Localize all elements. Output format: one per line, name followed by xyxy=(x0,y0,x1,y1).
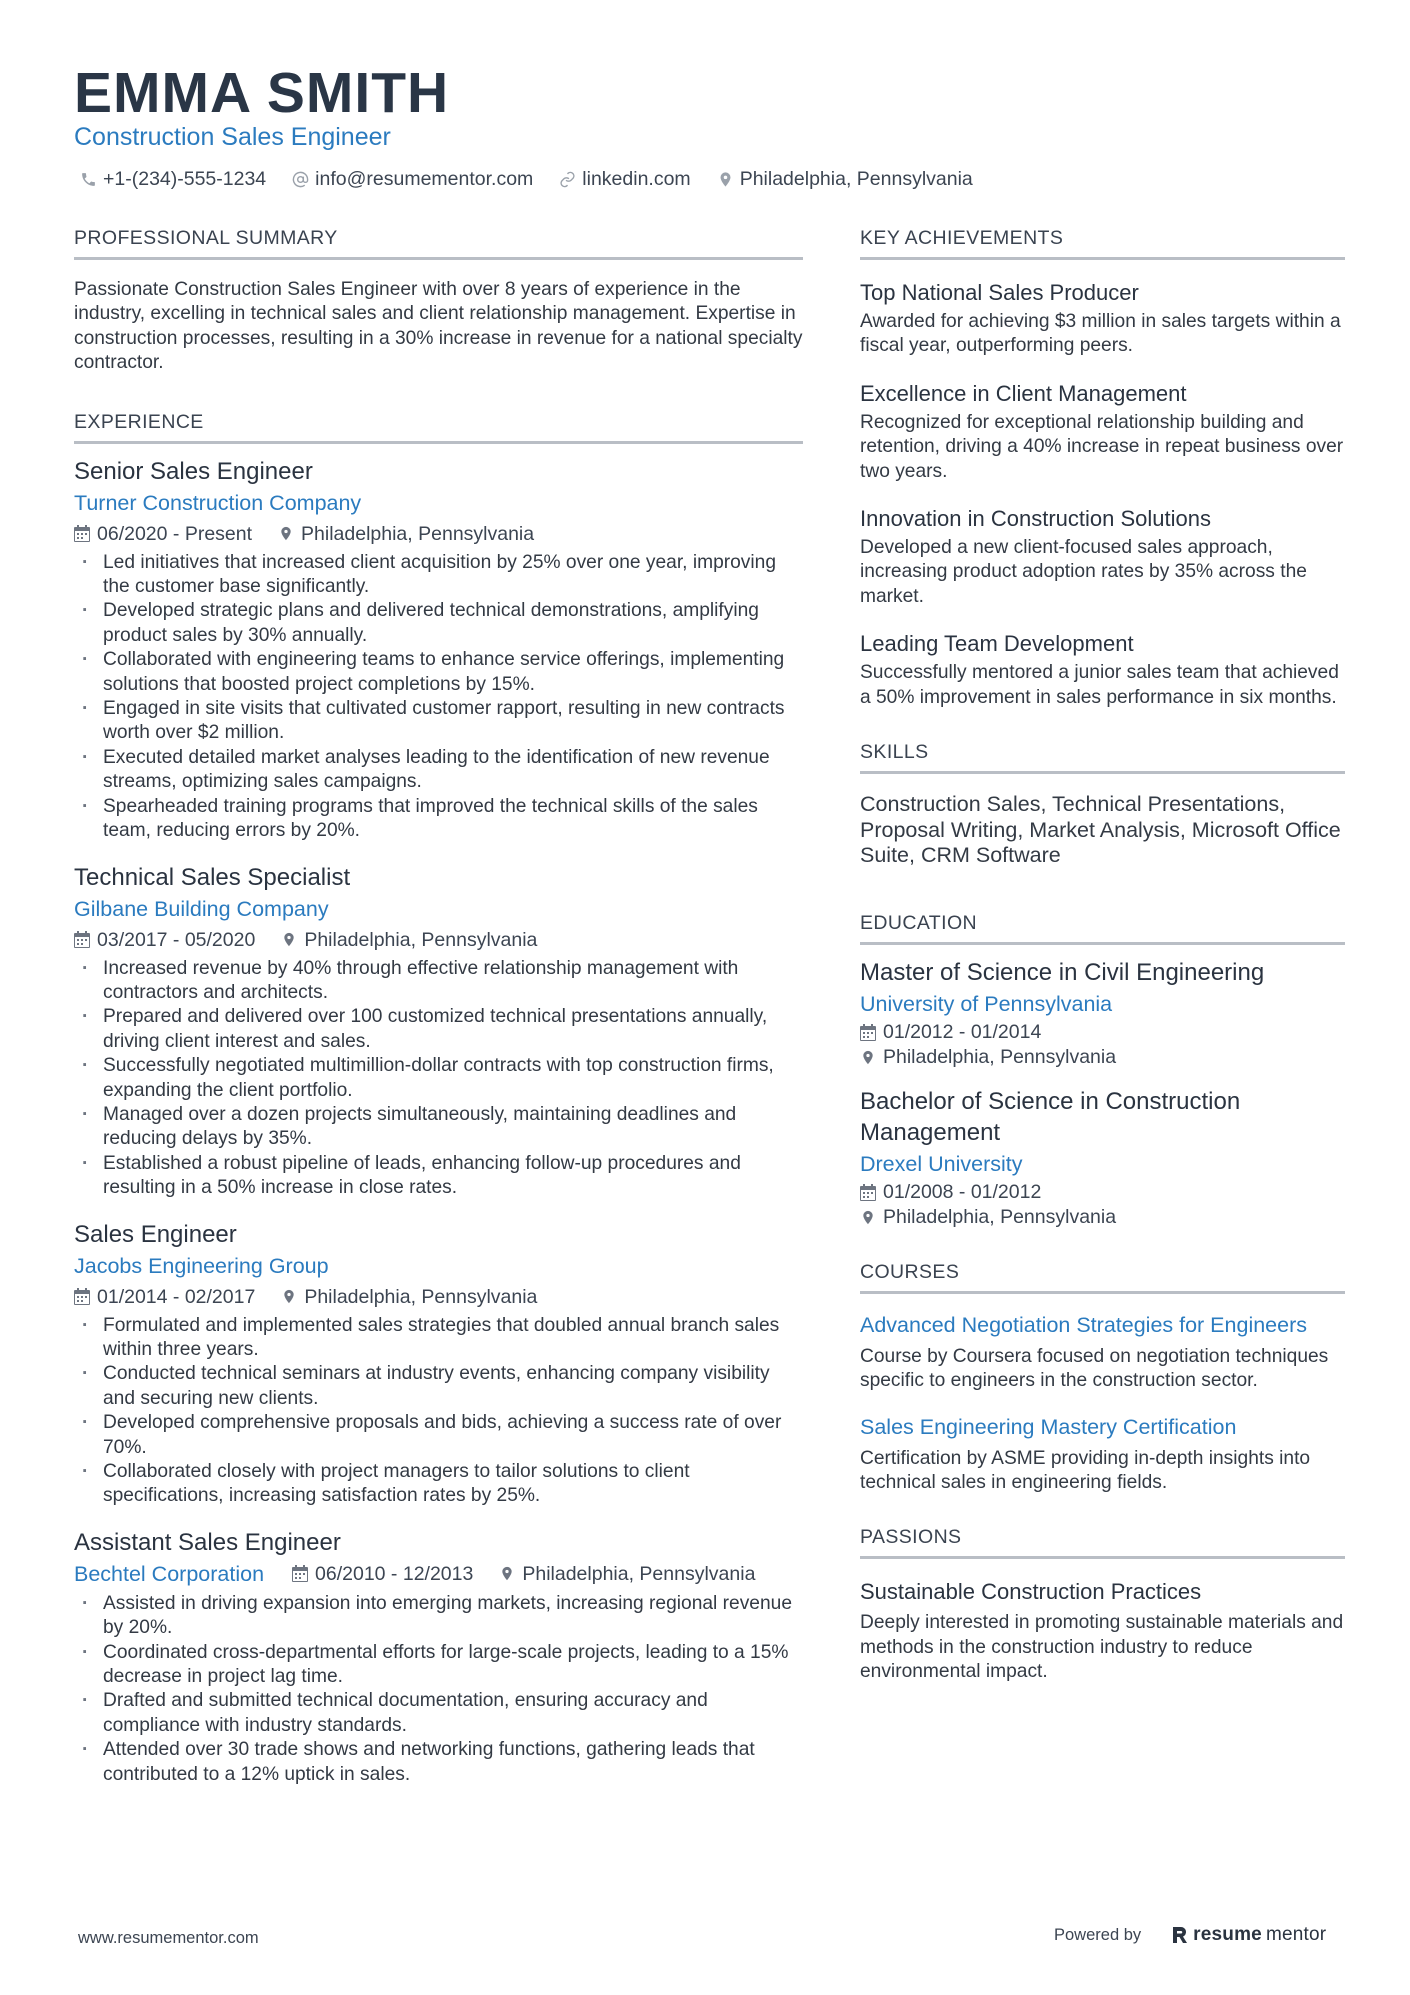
education-school: University of Pennsylvania xyxy=(860,991,1113,1016)
footer-website[interactable]: www.resumementor.com xyxy=(78,1929,259,1947)
course-title[interactable]: Sales Engineering Mastery Certification xyxy=(860,1414,1237,1439)
job-bullet: · Executed detailed market analyses leading to the identification of new revenue streams, optimizing sales campaigns. xyxy=(74,746,803,795)
job-bullet: · Spearheaded training programs that improved the technical skills of the sales team, reducing errors by 20%. xyxy=(74,795,803,844)
achievement-item xyxy=(860,379,1345,484)
job-title: Sales Engineer xyxy=(74,1220,237,1248)
passion-title: Sustainable Construction Practices xyxy=(860,1579,1202,1605)
job-location-text: Philadelphia, Pennsylvania xyxy=(304,928,538,951)
education-location-text: Philadelphia, Pennsylvania xyxy=(883,1205,1117,1228)
job-bullets xyxy=(74,1592,803,1787)
map-pin-icon xyxy=(717,171,734,188)
job-bullet: · Conducted technical seminars at industry events, enhancing company visibility and securing new clients. xyxy=(74,1362,803,1411)
education-degree: Bachelor of Science in Construction Management xyxy=(860,1087,1241,1146)
job-bullet: · Drafted and submitted technical documentation, ensuring accuracy and compliance with industry standards. xyxy=(74,1689,803,1738)
calendar-icon xyxy=(292,1565,308,1582)
achievement-text: Developed a new client-focused sales approach, increasing product adoption rates by 35% across the market. xyxy=(860,537,1307,607)
phone-text: +1-(234)-555-1234 xyxy=(103,168,267,190)
job-location xyxy=(499,1560,755,1588)
resumementor-logo-icon xyxy=(1171,1925,1189,1945)
calendar-icon xyxy=(74,525,90,542)
brand-light-text: mentor xyxy=(1265,1924,1327,1945)
map-pin-icon xyxy=(860,1209,876,1226)
job-location-text: Philadelphia, Pennsylvania xyxy=(301,522,535,545)
achievement-text: Successfully mentored a junior sales team that achieved a 50% improvement in sales performance in six months. xyxy=(860,662,1339,708)
education-school: Drexel University xyxy=(860,1151,1023,1176)
job-meta xyxy=(74,926,803,954)
education-section xyxy=(860,911,1345,1230)
location-text: Philadelphia, Pennsylvania xyxy=(739,168,973,190)
job-title: Senior Sales Engineer xyxy=(74,457,313,485)
job-bullet: · Attended over 30 trade shows and networking functions, gathering leads that contributed to a 12% uptick in sales. xyxy=(74,1738,803,1787)
job-meta xyxy=(74,520,803,548)
contact-linkedin[interactable] xyxy=(559,168,690,191)
job-entry xyxy=(74,862,803,1201)
course-item xyxy=(860,1414,1345,1496)
job-dates xyxy=(74,926,255,954)
job-bullets xyxy=(74,551,803,844)
map-pin-icon xyxy=(281,931,297,948)
job-entry xyxy=(74,456,803,844)
job-bullet: · Developed comprehensive proposals and bids, achieving a success rate of over 70%. xyxy=(74,1411,803,1460)
job-entry xyxy=(74,1527,803,1787)
passion-text: Deeply interested in promoting sustainable materials and methods in the construction industry to reduce environmental impact. xyxy=(860,1612,1344,1683)
course-item xyxy=(860,1312,1345,1394)
experience-section xyxy=(74,410,803,1787)
right-column xyxy=(860,226,1345,1719)
job-bullet: · Developed strategic plans and delivered technical demonstrations, amplifying product sales by 30% annually. xyxy=(74,599,803,648)
summary-section xyxy=(74,226,803,376)
job-meta xyxy=(74,1283,803,1311)
education-dates xyxy=(860,1020,1345,1045)
job-company: Gilbane Building Company xyxy=(74,896,329,921)
education-dates-text: 01/2012 - 01/2014 xyxy=(883,1020,1042,1043)
contact-bar xyxy=(80,168,973,191)
job-company: Jacobs Engineering Group xyxy=(74,1253,329,1278)
contact-phone[interactable] xyxy=(80,168,266,191)
skills-list: Construction Sales, Technical Presentations, Proposal Writing, Market Analysis, Microsoft Office Suite, CRM Software xyxy=(860,792,1341,868)
job-location xyxy=(278,520,534,548)
achievement-title: Top National Sales Producer xyxy=(860,280,1139,305)
achievement-title: Innovation in Construction Solutions xyxy=(860,506,1211,532)
education-heading: EDUCATION xyxy=(860,911,1345,945)
email-text: info@resumementor.com xyxy=(315,168,534,190)
job-dates-text: 06/2020 - Present xyxy=(97,522,253,545)
achievement-text: Awarded for achieving $3 million in sales targets within a fiscal year, outperforming peers. xyxy=(860,311,1341,357)
job-bullet: · Collaborated with engineering teams to enhance service offerings, implementing solutions that boosted project completions by 15%. xyxy=(74,648,803,697)
left-column xyxy=(74,226,803,1805)
contact-location xyxy=(717,168,973,191)
contact-email[interactable] xyxy=(292,168,533,191)
passions-section xyxy=(860,1525,1345,1684)
job-meta xyxy=(292,1560,755,1588)
job-entry xyxy=(74,1219,803,1509)
education-dates xyxy=(860,1180,1345,1205)
education-dates-text: 01/2008 - 01/2012 xyxy=(883,1180,1042,1203)
job-bullet: · Established a robust pipeline of leads, enhancing follow-up procedures and resulting in a 50% increase in close rates. xyxy=(74,1152,803,1201)
education-location xyxy=(860,1045,1345,1070)
job-location xyxy=(281,1283,537,1311)
job-dates xyxy=(74,520,252,548)
education-location xyxy=(860,1205,1345,1230)
job-bullet: · Managed over a dozen projects simultaneously, maintaining deadlines and reducing delays by 35%. xyxy=(74,1103,803,1152)
passions-heading: PASSIONS xyxy=(860,1525,1345,1559)
summary-text: Passionate Construction Sales Engineer with over 8 years of experience in the industry, excelling in technical sales and client relationship management. Expertise in construction processes, resulting in a 30% increase in revenue for a national specialty contractor. xyxy=(74,279,803,374)
brand-bold-text: resume xyxy=(1193,1924,1262,1945)
skills-section xyxy=(860,740,1345,869)
job-bullet: · Prepared and delivered over 100 customized technical presentations annually, driving client interest and sales. xyxy=(74,1005,803,1054)
course-text: Certification by ASME providing in-depth insights into technical sales in engineering fields. xyxy=(860,1447,1311,1494)
job-location-text: Philadelphia, Pennsylvania xyxy=(304,1285,538,1308)
education-degree: Master of Science in Civil Engineering xyxy=(860,958,1265,986)
map-pin-icon xyxy=(860,1049,876,1066)
achievement-title: Excellence in Client Management xyxy=(860,380,1187,406)
skills-heading: SKILLS xyxy=(860,740,1345,774)
job-bullet: · Successfully negotiated multimillion-dollar contracts with top construction firms, expanding the client portfolio. xyxy=(74,1054,803,1103)
calendar-icon xyxy=(860,1024,876,1041)
map-pin-icon xyxy=(278,525,294,542)
at-sign-icon xyxy=(292,171,309,188)
job-company: Bechtel Corporation xyxy=(74,1561,265,1586)
map-pin-icon xyxy=(281,1288,297,1305)
job-location xyxy=(281,926,537,954)
job-company-line xyxy=(74,1559,803,1589)
achievement-title: Leading Team Development xyxy=(860,631,1134,657)
phone-icon xyxy=(80,171,97,188)
powered-by-label: Powered by xyxy=(1054,1925,1142,1944)
link-icon xyxy=(559,171,576,188)
course-title[interactable]: Advanced Negotiation Strategies for Engineers xyxy=(860,1312,1307,1337)
achievements-section xyxy=(860,226,1345,710)
calendar-icon xyxy=(74,1288,90,1305)
education-location-text: Philadelphia, Pennsylvania xyxy=(883,1045,1117,1068)
map-pin-icon xyxy=(499,1565,515,1582)
achievement-text: Recognized for exceptional relationship building and retention, driving a 40% increase in repeat business over two years. xyxy=(860,411,1344,482)
calendar-icon xyxy=(860,1184,876,1201)
job-bullets xyxy=(74,1314,803,1509)
job-bullet: · Formulated and implemented sales strategies that doubled annual branch sales within three years. xyxy=(74,1314,803,1363)
job-bullet: · Increased revenue by 40% through effective relationship management with contractors and architects. xyxy=(74,957,803,1006)
achievement-item xyxy=(860,504,1345,609)
achievement-item xyxy=(860,278,1345,359)
courses-section xyxy=(860,1260,1345,1496)
experience-heading: EXPERIENCE xyxy=(74,410,803,444)
job-location-text: Philadelphia, Pennsylvania xyxy=(522,1562,756,1585)
achievements-heading: KEY ACHIEVEMENTS xyxy=(860,226,1345,260)
education-item xyxy=(860,957,1345,1070)
footer-branding xyxy=(1054,1924,1326,1946)
job-dates xyxy=(292,1560,473,1588)
job-bullet: · Engaged in site visits that cultivated customer rapport, resulting in new contracts worth over $2 million. xyxy=(74,697,803,746)
achievement-item xyxy=(860,629,1345,710)
course-text: Course by Coursera focused on negotiation techniques specific to engineers in the construction sector. xyxy=(860,1345,1329,1392)
candidate-role: Construction Sales Engineer xyxy=(74,123,391,151)
summary-heading: PROFESSIONAL SUMMARY xyxy=(74,226,803,260)
education-item xyxy=(860,1086,1345,1230)
job-dates-text: 06/2010 - 12/2013 xyxy=(315,1562,474,1585)
courses-heading: COURSES xyxy=(860,1260,1345,1294)
job-bullet: · Assisted in driving expansion into emerging markets, increasing regional revenue by 20%. xyxy=(74,1592,803,1641)
job-bullet: · Coordinated cross-departmental efforts for large-scale projects, leading to a 15% decrease in project lag time. xyxy=(74,1641,803,1690)
job-dates-text: 03/2017 - 05/2020 xyxy=(97,928,256,951)
brand-logo[interactable] xyxy=(1171,1924,1326,1946)
job-bullets xyxy=(74,957,803,1201)
job-title: Assistant Sales Engineer xyxy=(74,1528,341,1556)
job-bullet: · Collaborated closely with project managers to tailor solutions to client specifications, increasing satisfaction rates by 25%. xyxy=(74,1460,803,1509)
linkedin-text: linkedin.com xyxy=(582,168,691,190)
job-title: Technical Sales Specialist xyxy=(74,863,351,891)
candidate-name: EMMA SMITH xyxy=(74,61,450,125)
job-bullet: · Led initiatives that increased client acquisition by 25% over one year, improving the customer base significantly. xyxy=(74,551,803,600)
calendar-icon xyxy=(74,931,90,948)
job-company: Turner Construction Company xyxy=(74,490,362,515)
job-dates-text: 01/2014 - 02/2017 xyxy=(97,1285,256,1308)
job-dates xyxy=(74,1283,255,1311)
